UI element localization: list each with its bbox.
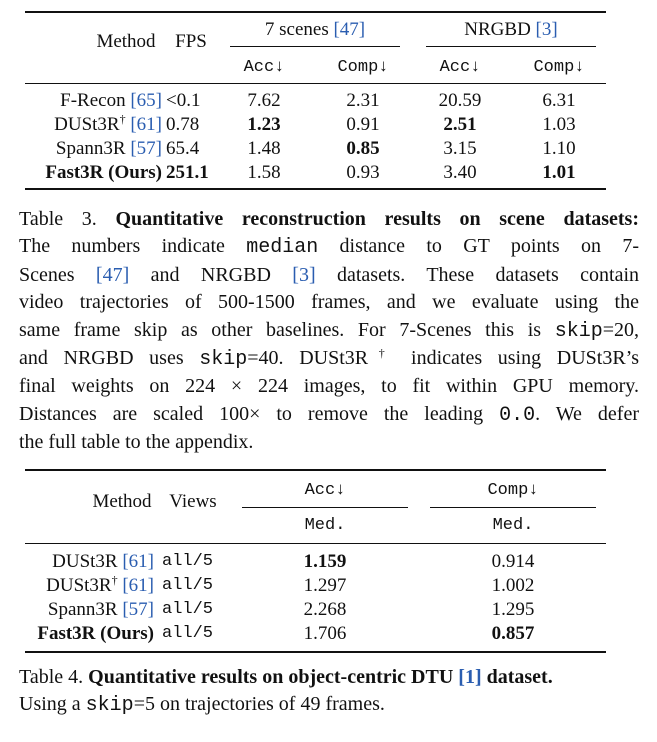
table-3-caption (19, 206, 639, 457)
table-row-method (0, 551, 154, 573)
table-row-method (20, 114, 162, 136)
table-cell-acc: 2.268 (303, 599, 347, 620)
table-cell-comp: 1.002 (491, 575, 535, 596)
table-cell-7s-comp: 0.85 (346, 138, 380, 159)
table-cell-fps: 0.78 (166, 114, 200, 135)
table-cell-views: all/5 (162, 576, 214, 595)
method-name: Spann3R (55, 138, 126, 159)
method-name: DUSt3R (54, 114, 120, 135)
caption-label: Table 3. (19, 208, 97, 230)
table-cell-nrgbd-acc: 20.59 (438, 90, 482, 111)
table-cell-7s-comp: 0.91 (346, 114, 380, 135)
table-row-method (0, 575, 154, 597)
table-cell-views: all/5 (162, 600, 214, 619)
group-name: NRGBD (464, 19, 531, 40)
caption-line: Scenes [47] and NRGBD [3] datasets. These datasets contain (19, 263, 639, 286)
caption-line: and NRGBD uses skip=40. DUSt3R† indicates using DUSt3R’s (19, 346, 640, 372)
table-row-method (0, 599, 154, 621)
mid-rule (25, 83, 606, 84)
table-row-method (20, 138, 162, 160)
table-cell-nrgbd-comp: 1.03 (542, 114, 576, 135)
table-cell-acc: 1.706 (303, 623, 347, 644)
group-citation: [47] (333, 19, 366, 40)
group-name: 7 scenes (264, 19, 329, 40)
table-cell-comp: 0.857 (491, 623, 535, 644)
method-name: DUSt3R (52, 551, 118, 572)
table-cell-7s-acc: 1.48 (247, 138, 281, 159)
header-acc: Acc↓ (304, 481, 346, 500)
header-nrgbd-acc: Acc↓ (439, 58, 481, 77)
caption-line (19, 664, 639, 691)
table-cell-7s-acc: 1.58 (247, 162, 281, 183)
top-rule (25, 11, 606, 13)
method-name: Fast3R (Ours) (45, 162, 162, 183)
dagger-mark: † (111, 573, 118, 587)
table-row-method (20, 162, 162, 184)
header-group-7scenes (228, 19, 402, 41)
method-citation: [61] (130, 114, 162, 135)
table-cell-nrgbd-acc: 3.40 (443, 162, 477, 183)
table-cell-comp: 1.295 (491, 599, 535, 620)
table-cell-acc: 1.159 (303, 551, 347, 572)
table-cell-fps: <0.1 (166, 90, 201, 111)
table-cell-7s-comp: 0.93 (346, 162, 380, 183)
table-cell-7s-acc: 7.62 (247, 90, 281, 111)
table-cell-7s-comp: 2.31 (346, 90, 380, 111)
header-acc-med: Med. (304, 516, 346, 535)
caption-title: Quantitative reconstruction results on scene datasets: (115, 208, 639, 230)
table-cell-fps: 65.4 (166, 138, 200, 159)
table-cell-views: all/5 (162, 624, 214, 643)
table-cell-views: all/5 (162, 552, 214, 571)
header-nrgbd-comp: Comp↓ (533, 58, 585, 77)
group-citation: [3] (535, 19, 558, 40)
table-cell-acc: 1.297 (303, 575, 347, 596)
header-method: Method (92, 491, 152, 512)
table-cell-nrgbd-acc: 2.51 (443, 114, 477, 135)
method-citation: [65] (130, 90, 162, 111)
caption-title: Quantitative results on object-centric DTU [1] dataset. (88, 666, 553, 688)
caption-line: final weights on 224 × 224 images, to fit within GPU memory. (19, 375, 639, 398)
method-name: DUSt3R (46, 575, 112, 596)
dagger-mark: † (119, 112, 126, 126)
method-name: F-Recon (60, 90, 126, 111)
group-rule (430, 507, 596, 508)
table-cell-nrgbd-comp: 1.10 (542, 138, 576, 159)
table-cell-comp: 0.914 (491, 551, 535, 572)
top-rule (25, 469, 606, 471)
table-4-caption (19, 664, 639, 720)
header-7s-acc: Acc↓ (243, 58, 285, 77)
group-rule (230, 46, 400, 47)
table-cell-7s-acc: 1.23 (247, 114, 281, 135)
group-rule (242, 507, 408, 508)
method-name: Fast3R (Ours) (37, 623, 154, 644)
table-cell-nrgbd-comp: 1.01 (542, 162, 576, 183)
method-citation: [61] (122, 551, 154, 572)
caption-line: Using a skip=5 on trajectories of 49 frames. (19, 693, 385, 718)
caption-line: Distances are scaled 100× to remove the leading 0.0. We defer (19, 402, 639, 427)
method-name: Spann3R (47, 599, 118, 620)
caption-label: Table 4. (19, 666, 84, 688)
table-cell-nrgbd-comp: 6.31 (542, 90, 576, 111)
group-rule (426, 46, 596, 47)
table-row-method (0, 623, 154, 645)
caption-line: video trajectories of 500-1500 frames, and we evaluate using the (19, 291, 639, 314)
table-cell-fps: 251.1 (166, 162, 209, 183)
header-7s-comp: Comp↓ (337, 58, 389, 77)
caption-line: same frame skip as other baselines. For 7-Scenes this is skip=20, (19, 318, 639, 343)
header-views: Views (169, 491, 217, 512)
method-citation: [57] (122, 599, 154, 620)
method-citation: [61] (122, 575, 154, 596)
bottom-rule (25, 188, 606, 190)
bottom-rule (25, 651, 606, 653)
table-cell-nrgbd-acc: 3.15 (443, 138, 477, 159)
mid-rule (25, 543, 606, 544)
header-method: Method (96, 31, 156, 52)
caption-line (19, 206, 639, 233)
caption-line: the full table to the appendix. (19, 431, 254, 454)
header-group-nrgbd (424, 19, 598, 41)
header-comp: Comp↓ (487, 481, 539, 500)
header-comp-med: Med. (492, 516, 534, 535)
header-fps: FPS (175, 31, 207, 52)
table-row-method (20, 90, 162, 112)
caption-line: The numbers indicate median distance to GT points on 7- (19, 235, 639, 260)
method-citation: [57] (130, 138, 162, 159)
